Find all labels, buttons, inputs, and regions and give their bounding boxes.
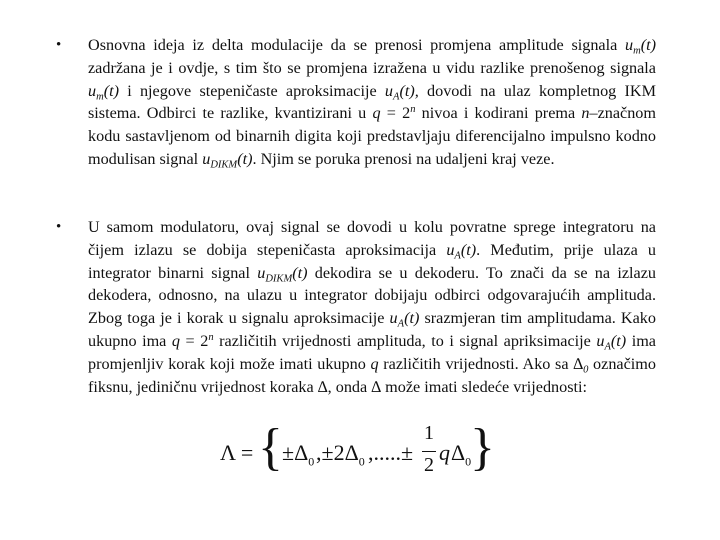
text-run: (t) — [610, 331, 627, 350]
text-run: različitih vrijednosti amplituda, to i signal apriksimacije — [213, 331, 597, 350]
text-run: u — [625, 36, 634, 54]
fraction-numerator: 1 — [424, 422, 434, 444]
text-run: m — [633, 45, 641, 57]
fraction-bar — [422, 451, 436, 452]
bullet-paragraph-2 — [56, 216, 656, 398]
text-run: u — [596, 331, 605, 350]
text-run: n — [581, 104, 590, 123]
text-run: q — [171, 331, 181, 350]
text-run: . Njim se poruka prenosi na udaljeni kraj veze. — [252, 149, 555, 168]
text-run: srazmjeran tim amplitudama. Kako ukupno ima — [88, 309, 656, 350]
delta-values-formula — [220, 419, 495, 492]
text-run: ima promjenljiv korak koji može imati ukupno — [88, 331, 656, 373]
paragraph-text — [88, 34, 656, 171]
formula-q: q — [439, 440, 450, 465]
text-run: u — [88, 81, 97, 100]
formula-term-1: $\pm\Delta_0$ — [282, 440, 315, 469]
text-run: (t), — [399, 81, 419, 100]
text-run: (t) — [404, 309, 420, 328]
text-run: A — [604, 341, 611, 353]
formula-term-2: $,\pm 2\Delta_0$ — [316, 440, 365, 469]
text-run: Osnovna ideja iz delta modulacije da se prenosi promjena amplitude signala — [88, 36, 626, 54]
text-run: (t) — [103, 81, 119, 100]
text-run: 0 — [583, 364, 589, 376]
text-run: = 2 — [180, 331, 209, 350]
text-run: DIKM — [265, 273, 293, 285]
text-run: zadržana je i ovdje, s tim što se promjena izražena u vidu razlike prenošenog signala — [88, 58, 656, 77]
text-run: dovodi na ulaz kompletnog IKM sistema. Odbirci te razlike, kvantizirani u — [88, 81, 656, 123]
bullet-marker: • — [56, 219, 62, 235]
text-run: A — [393, 91, 400, 103]
formula-open-brace: { — [258, 419, 283, 476]
formula-close-brace: } — [470, 419, 495, 476]
text-run: U samom modulatoru, ovaj signal se dovodi u kolu povratne sprege integratoru na čijem izlazu se dobija stepeničasta aproksimacija — [88, 218, 656, 259]
bullet-paragraph-1 — [56, 34, 656, 171]
bullet-marker: • — [56, 37, 62, 53]
formula-lhs: Λ = — [220, 440, 254, 465]
text-run: q — [370, 354, 379, 373]
text-run: A — [454, 250, 461, 262]
text-run: (t) — [292, 263, 308, 282]
text-run: –značnom kodu sastavljenom od binarnih digita koji predstavljaju diferencijalno impulsno kodno modulisan signal — [88, 104, 656, 168]
text-run: i njegove stepeničaste aproksimacije — [118, 81, 385, 100]
text-run: DIKM — [210, 159, 238, 171]
fraction-denominator: 2 — [424, 454, 434, 476]
text-run: (t) — [460, 240, 477, 259]
text-run: u — [446, 240, 455, 259]
text-run: u — [257, 263, 266, 282]
text-run: n — [208, 332, 214, 344]
text-run: u — [389, 309, 398, 328]
text-run: označimo fiksnu, jediničnu vrijednost koraka ∆, onda ∆ može imati sledeće vrijednosti: — [88, 354, 656, 396]
text-run: = 2 — [380, 104, 411, 123]
text-run: m — [96, 91, 104, 103]
text-run: (t) — [640, 36, 656, 54]
text-run: n — [410, 104, 416, 116]
text-run: nivoa i kodirani prema — [415, 104, 582, 123]
text-run: A — [397, 318, 405, 330]
text-run: dekodira se u dekoderu. To znači da se na izlazu dekodera, odnosno, na ulazu u integrator dobijaju odbirci odgovarajućih amplituda. Zbog toga je i korak u signalu aproksimacije — [88, 263, 656, 328]
text-run: u — [202, 149, 211, 168]
text-run: različitih vrijednosti. Ako sa ∆ — [378, 354, 584, 373]
formula-delta: $\Delta_0$ — [451, 440, 472, 469]
formula-ellipsis: ,.....± — [368, 440, 414, 465]
text-run: q — [372, 104, 381, 123]
text-run: u — [384, 81, 394, 100]
text-run: (t) — [237, 149, 253, 168]
text-run: . Međutim, prije ulaza u integrator binarni signal — [88, 240, 656, 282]
paragraph-text — [88, 216, 656, 398]
